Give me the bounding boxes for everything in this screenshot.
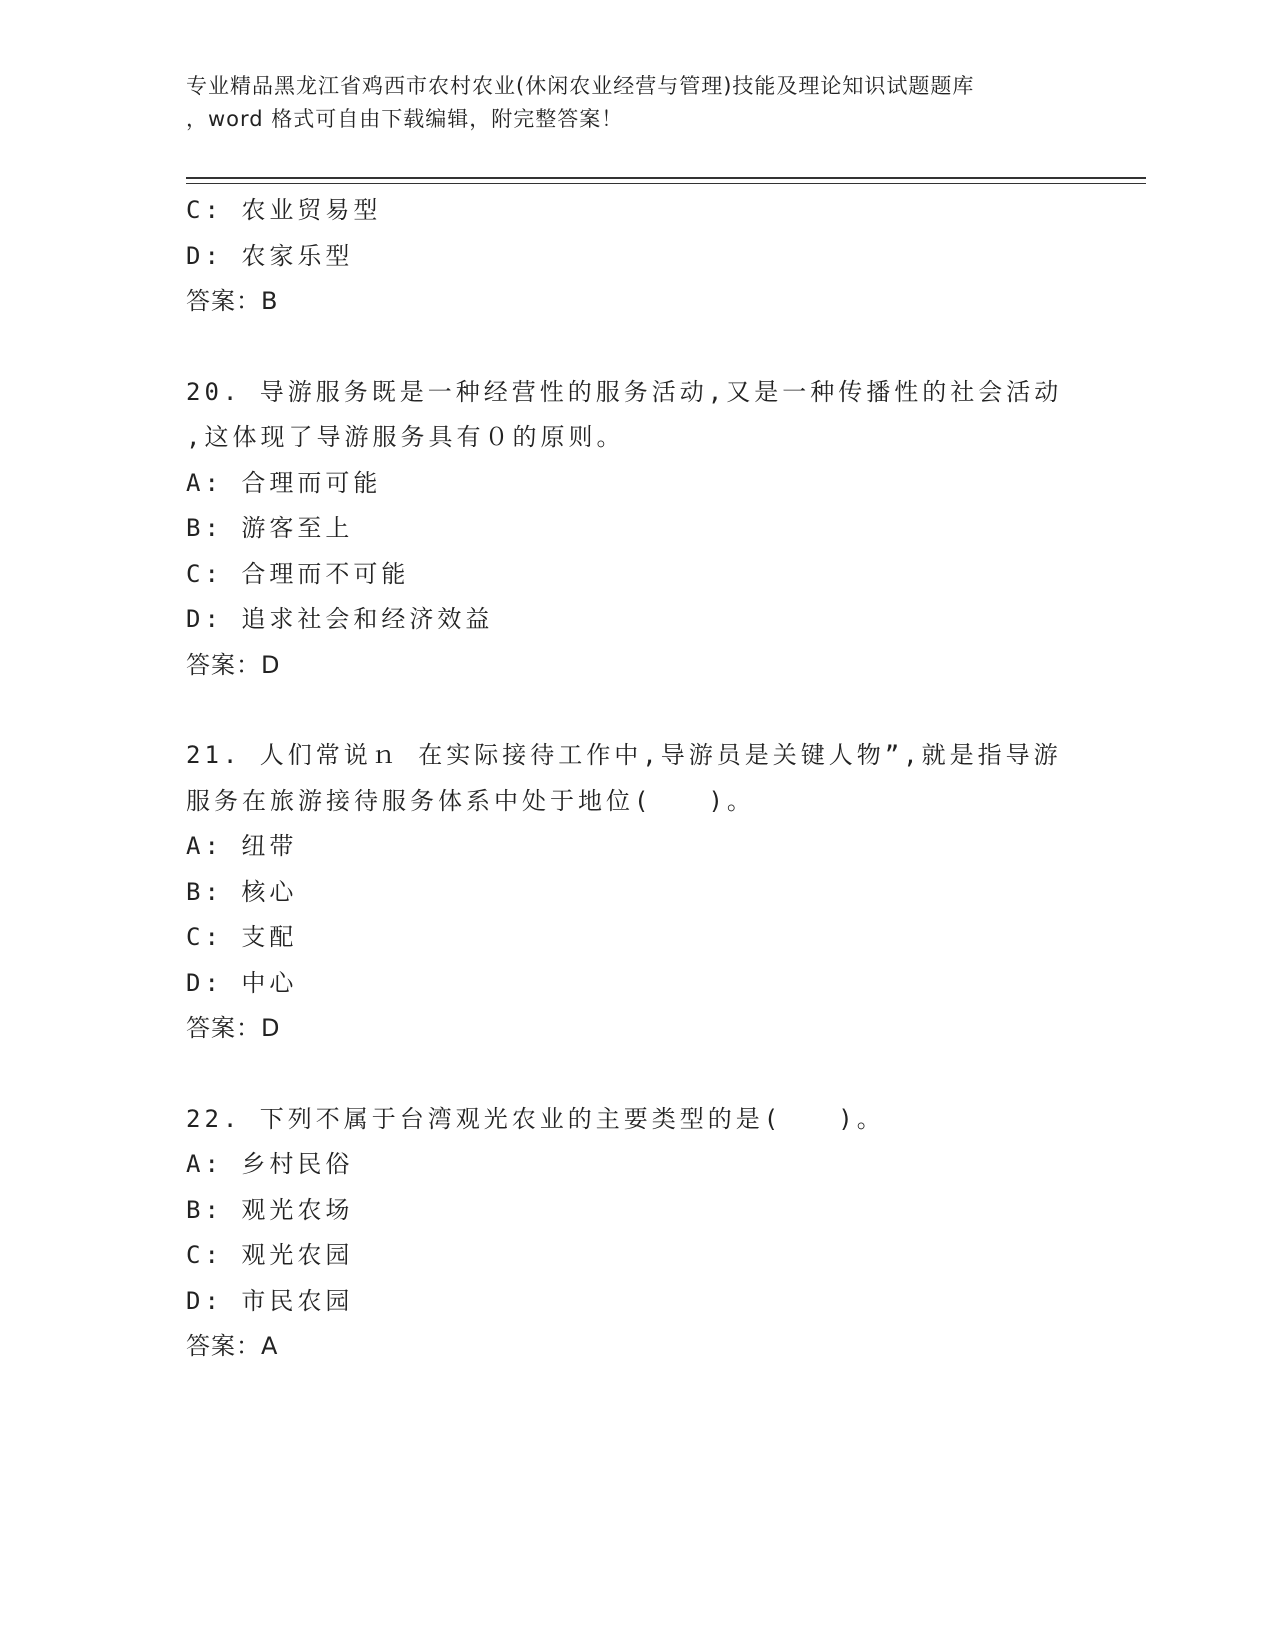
question-19	[186, 188, 1086, 325]
option-c: C: 合理而不可能	[186, 559, 410, 588]
question-stem-line-1: 20. 导游服务既是一种经营性的服务活动,又是一种传播性的社会活动	[186, 377, 1063, 406]
question-20	[186, 370, 1086, 689]
answer-line: 答案：D	[186, 650, 281, 679]
question-22	[186, 1097, 1086, 1370]
option-c: C: 农业贸易型	[186, 196, 382, 224]
option-b: B: 核心	[186, 877, 298, 906]
question-stem-line-1: 22. 下列不属于台湾观光农业的主要类型的是( )。	[186, 1104, 885, 1133]
header-rule-thick	[186, 177, 1146, 179]
question-21	[186, 733, 1086, 1052]
document-header	[186, 70, 1086, 136]
option-b: B: 游客至上	[186, 514, 354, 542]
option-c: C: 支配	[186, 923, 298, 951]
option-b: B: 观光农场	[186, 1195, 354, 1224]
option-c: C: 观光农园	[186, 1241, 354, 1269]
option-a: A: 纽带	[186, 832, 298, 860]
question-stem-line-1: 21. 人们常说ｎ 在实际接待工作中,导游员是关键人物”,就是指导游	[186, 741, 1062, 769]
answer-line: 答案：A	[186, 1332, 279, 1360]
option-d: D: 追求社会和经济效益	[186, 605, 494, 633]
header-title-line-2: ，word 格式可自由下载编辑，附完整答案！	[186, 107, 624, 131]
option-a: A: 乡村民俗	[186, 1150, 354, 1178]
option-d: D: 中心	[186, 968, 298, 997]
header-rule-thin	[186, 183, 1146, 184]
option-d: D: 农家乐型	[186, 241, 354, 270]
answer-line: 答案：D	[186, 1014, 281, 1042]
question-stem-line-2: 服务在旅游接待服务体系中处于地位( )。	[186, 786, 755, 815]
header-title-line-1: 专业精品黑龙江省鸡西市农村农业(休闲农业经营与管理)技能及理论知识试题题库	[186, 74, 975, 98]
question-stem-line-2: ,这体现了导游服务具有０的原则。	[186, 423, 625, 451]
answer-line: 答案：B	[186, 287, 279, 315]
option-a: A: 合理而可能	[186, 468, 382, 497]
question-list	[186, 188, 1086, 1370]
option-d: D: 市民农园	[186, 1286, 354, 1315]
